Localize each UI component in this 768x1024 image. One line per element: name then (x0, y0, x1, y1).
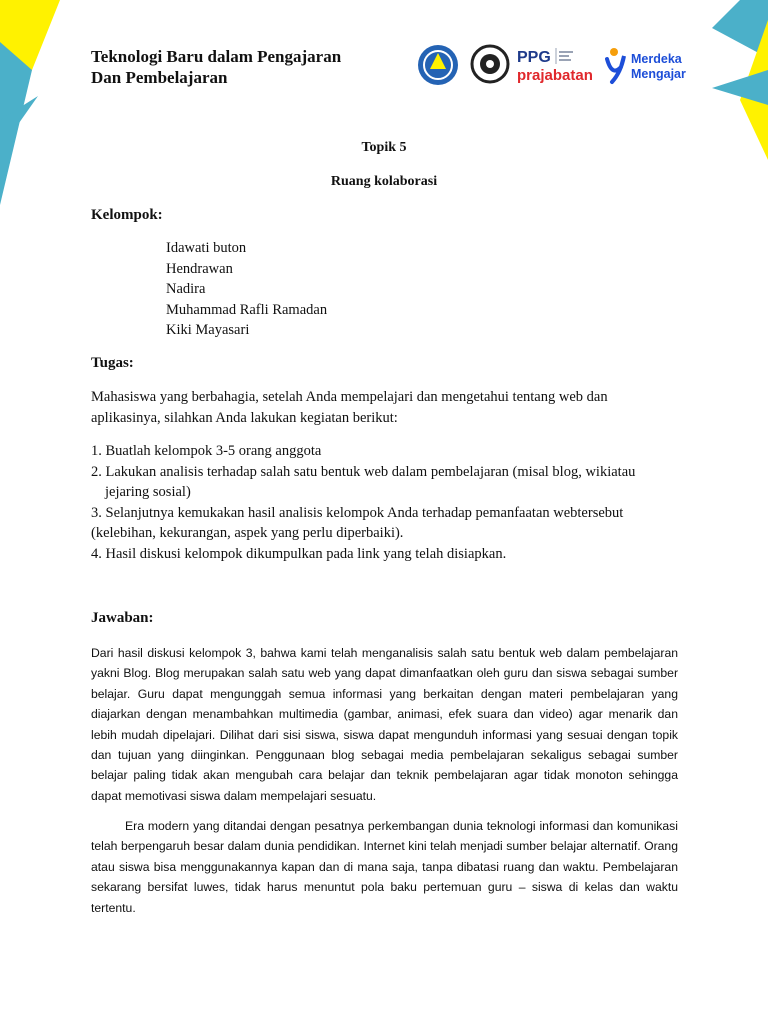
title-line-2: Dan Pembelajaran (91, 68, 228, 87)
svg-text:prajabatan: prajabatan (517, 67, 593, 84)
task-item-2: 2. Lakukan analisis terhadap salah satu bentuk web dalam pembelajaran (misal blog, wikiatau (91, 463, 636, 480)
university-seal-logo (472, 46, 508, 82)
task-item-3: 3. Selanjutnya kemukakan hasil analisis kelompok Anda terhadap pemanfaatan webtersebut (91, 504, 624, 521)
top-left-yellow-shape (0, 0, 60, 150)
group-label: Kelompok: (91, 207, 163, 223)
group-member: Muhammad Rafli Ramadan (166, 301, 328, 318)
svg-text:Merdeka: Merdeka (631, 52, 682, 66)
top-right-teal-shape (712, 0, 768, 58)
task-item-4: 4. Hasil diskusi kelompok dikumpulkan pada link yang telah disiapkan. (91, 545, 507, 562)
ppg-prajabatan-logo (517, 48, 593, 84)
merdeka-mengajar-logo (607, 48, 686, 82)
group-member: Kiki Mayasari (166, 322, 250, 338)
group-member-list (166, 238, 327, 341)
task-item-3-continued: (kelebihan, kekurangan, aspek yang perlu diperbaiki). (91, 525, 404, 541)
answer-paragraph-2: Era modern yang ditandai dengan pesatnya perkembangan dunia teknologi informasi dan komunikasi telah berpengaruh besar dalam dunia pendidikan. Internet kini telah menjadi sumber belajar alternatif. Orang atau siswa bisa menggunakannya kapan dan di mana saja, tanpa dibatasi ruang dan waktu. Pembelajaran sekarang bersifat luwes, tidak harus menuntut pola baku pertemuan guru – siswa di kelas dan waktu tertentu. (91, 819, 678, 915)
top-right-yellow-shape (740, 20, 768, 160)
svg-text:Mengajar: Mengajar (631, 67, 686, 81)
document-title (91, 46, 341, 88)
top-right-teal-lower (712, 70, 768, 105)
institution-logos (418, 42, 703, 88)
svg-text:PPG: PPG (517, 49, 551, 66)
task-label: Tugas: (91, 355, 134, 371)
task-item-2-continued: jejaring sosial) (105, 484, 191, 500)
group-member: Hendrawan (166, 260, 233, 277)
group-member: Idawati buton (166, 240, 247, 256)
topic-number: Topik 5 (361, 140, 407, 155)
group-member: Nadira (166, 281, 206, 297)
answer-paragraph-1: Dari hasil diskusi kelompok 3, bahwa kami telah menganalisis salah satu bentuk web dalam pembelajaran yakni Blog. Blog merupakan salah satu web yang dapat dimanfaatkan oleh guru dan siswa sebagai sumber belajar. Guru dapat mengunggah semua informasi yang berkaitan dengan materi pembelajaran yang diajarkan dengan menambahkan multimedia (gambar, animasi, efek suara dan video) agar menarik dan lebih mudah dipelajari. Dilihat dari sisi siswa, siswa dapat mengunduh informasi yang sesuai dengan topik dan tujuan yang diinginkan. Penggunaan blog sebagai media pembelajaran sekaligus sebagai sumber belajar paling tidak akan mengubah cara belajar dan teknik pembelajaran agar tidak monoton sehingga dapat memotivasi siswa dalam mempelajari sesuatu. (91, 646, 678, 803)
kemendikbud-logo (418, 45, 458, 85)
task-list (91, 441, 671, 564)
task-intro: Mahasiswa yang berbahagia, setelah Anda mempelajari dan mengetahui tentang web dan aplikasinya, silahkan Anda lakukan kegiatan berikut: (91, 389, 608, 426)
title-line-1: Teknologi Baru dalam Pengajaran (91, 47, 342, 66)
task-item-1: 1. Buatlah kelompok 3-5 orang anggota (91, 443, 322, 459)
answer-label: Jawaban: (91, 610, 154, 626)
topic-name: Ruang kolaborasi (330, 174, 438, 189)
